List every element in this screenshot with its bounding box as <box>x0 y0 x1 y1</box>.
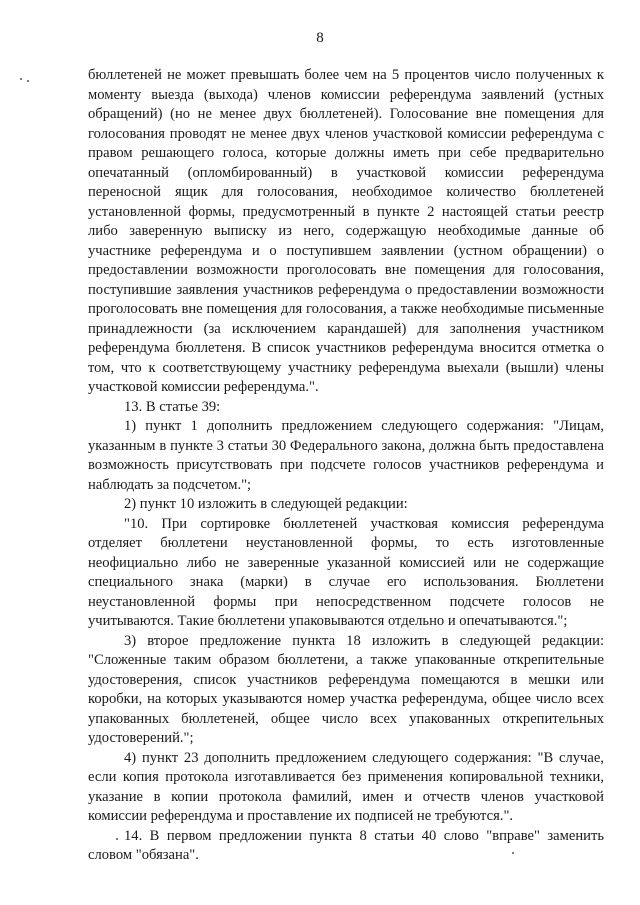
scan-speck <box>116 838 118 840</box>
scan-speck <box>512 852 514 854</box>
paragraph-subitem-3: 3) второе предложение пункта 18 изложить в следующей редакции: "Сложенные таким образом бюллетени, а также упакованные открепительные удостоверения, список участников референдума помещаются в мешки или коробки, на которых указываются номер участка референдума, общее число всех упакованных бюллетеней, общее число всех упакованных открепительных удостоверений."; <box>88 632 604 746</box>
paragraph-continuation: бюллетеней не может превышать более чем на 5 процентов число полученных к моменту выезда (выхода) членов комиссии референдума заявлений (устных обращений) (но не менее двух бюллетеней). Голосование вне помещения для голосования проводят не менее двух членов участковой комиссии референдума с правом решающего голоса, которые должны иметь при себе предварительно опечатанный (опломбированный) в участковой комиссии референдума переносной ящик для голосования, необходимое количество бюллетеней установленной формы, предусмотренный в пункте 2 настоящей статьи реестр либо заверенную выписку из него, содержащую необходимые данные об участнике референдума и о поступившем заявлении (устном обращении) о предоставлении возможности проголосовать вне помещения для голосования, поступившие заявления участников референдума о предоставлении возможности проголосовать вне помещения для голосования, а также необходимые письменные принадлежности (за исключением карандашей) для заполнения участником референдума бюллетеня. В список участников референдума вносится отметка о том, что к соответствующему участнику референдума выехали (вышли) члены участковой комиссии референдума.". <box>88 67 604 395</box>
scan-speck <box>27 80 29 82</box>
paragraph-subitem-4: 4) пункт 23 дополнить предложением следующего содержания: "В случае, если копия протокола изготавливается без применения копировальной техники, указание в копии протокола фамилий, имен и отчеств членов участковой комиссии референдума и проставление их подписей не требуются.". <box>88 749 604 824</box>
paragraph-item-13: 13. В статье 39: <box>124 398 221 415</box>
document-body <box>88 66 604 866</box>
paragraph-item-14: 14. В первом предложении пункта 8 статьи 40 слово "вправе" заменить словом "обязана". <box>88 827 604 863</box>
page-number: 8 <box>316 30 324 46</box>
paragraph-quoted-point-10: "10. При сортировке бюллетеней участковая комиссия референдума отделяет бюллетени неустановленной формы, то есть изготовленные неофициально либо не заверенные указанной комиссией или не содержащие специального знака (марки) в случае его использования. Бюллетени неустановленной формы при непосредственном подсчете голосов не учитываются. Такие бюллетени упаковываются отдельно и опечатываются."; <box>88 515 604 629</box>
paragraph-subitem-1: 1) пункт 1 дополнить предложением следующего содержания: "Лицам, указанным в пункте 3 статьи 30 Федерального закона, должна быть предоставлена возможность присутствовать при подсчете голосов участников референдума и наблюдать за подсчетом."; <box>88 418 604 493</box>
scan-speck <box>20 78 22 80</box>
paragraph-subitem-2: 2) пункт 10 изложить в следующей редакции: <box>124 496 408 512</box>
